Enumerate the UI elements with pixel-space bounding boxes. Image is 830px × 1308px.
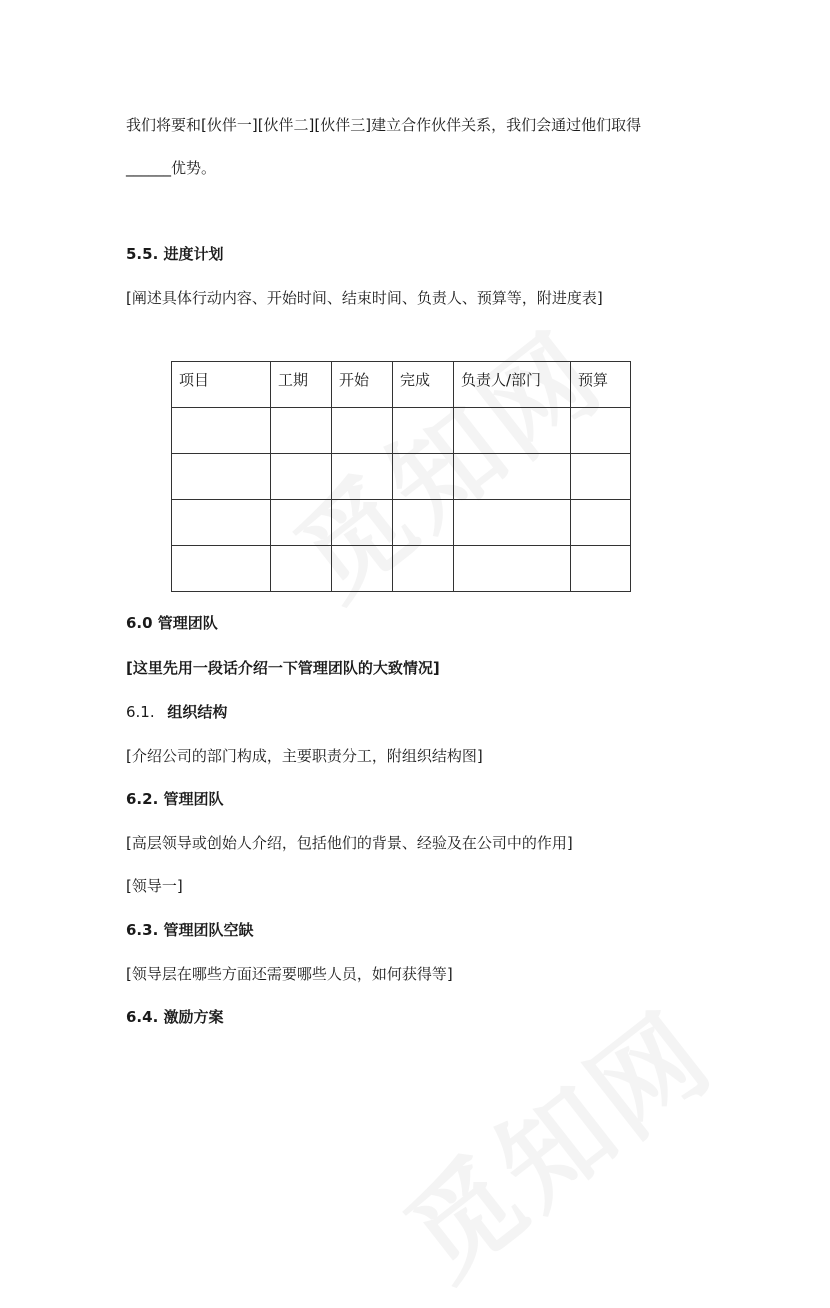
section-6-1-description: [介绍公司的部门构成，主要职责分工，附组织结构图] [126, 747, 483, 765]
table-cell [172, 454, 271, 500]
table-cell [172, 408, 271, 454]
table-cell [571, 500, 631, 546]
table-cell [393, 454, 454, 500]
section-6-3-heading: 6.3. 管理团队空缺 [126, 921, 254, 939]
table-row [172, 454, 631, 500]
table-cell [332, 500, 393, 546]
section-6-4-heading: 6.4. 激励方案 [126, 1008, 224, 1026]
section-6-3-description: [领导层在哪些方面还需要哪些人员，如何获得等] [126, 965, 453, 983]
section-5-5-description: [阐述具体行动内容、开始时间、结束时间、负责人、预算等，附进度表] [126, 289, 603, 307]
table-cell [571, 546, 631, 592]
section-6-1-number: 6.1. [126, 703, 155, 721]
watermark-bottom [368, 970, 740, 1308]
table-header-cell: 完成 [393, 362, 454, 408]
section-6-2-leader: [领导一] [126, 877, 183, 895]
section-6-2-description: [高层领导或创始人介绍，包括他们的背景、经验及在公司中的作用] [126, 834, 573, 852]
table-row [172, 500, 631, 546]
table-row [172, 408, 631, 454]
table-cell [454, 546, 571, 592]
schedule-table [171, 361, 631, 592]
table-cell [393, 546, 454, 592]
section-6-1-heading [126, 702, 227, 722]
section-5-5-heading: 5.5. 进度计划 [126, 245, 224, 263]
table-header-row [172, 362, 631, 408]
table-header-cell: 开始 [332, 362, 393, 408]
section-6-1-title: 组织结构 [167, 703, 228, 721]
partners-paragraph-line-1: 我们将要和[伙伴一][伙伴二][伙伴三]建立合作伙伴关系，我们会通过他们取得 [126, 116, 642, 134]
table-cell [454, 500, 571, 546]
table-header-cell: 负责人/部门 [454, 362, 571, 408]
table-cell [393, 500, 454, 546]
table-cell [271, 408, 332, 454]
table-cell [271, 500, 332, 546]
table-cell [271, 546, 332, 592]
section-6-0-intro: [这里先用一段话介绍一下管理团队的大致情况] [126, 659, 440, 677]
table-cell [454, 408, 571, 454]
table-cell [172, 546, 271, 592]
table-cell [271, 454, 332, 500]
table-header-cell: 工期 [271, 362, 332, 408]
table-cell [454, 454, 571, 500]
table-cell [332, 408, 393, 454]
table-cell [393, 408, 454, 454]
table-cell [571, 454, 631, 500]
table-cell [571, 408, 631, 454]
table-cell [332, 546, 393, 592]
section-6-2-heading: 6.2. 管理团队 [126, 790, 224, 808]
partners-paragraph-line-2: ______优势。 [126, 159, 217, 177]
table-cell [172, 500, 271, 546]
table-row [172, 546, 631, 592]
table-header-cell: 预算 [571, 362, 631, 408]
table-cell [332, 454, 393, 500]
table-header-cell: 项目 [172, 362, 271, 408]
section-6-0-heading: 6.0 管理团队 [126, 614, 218, 632]
